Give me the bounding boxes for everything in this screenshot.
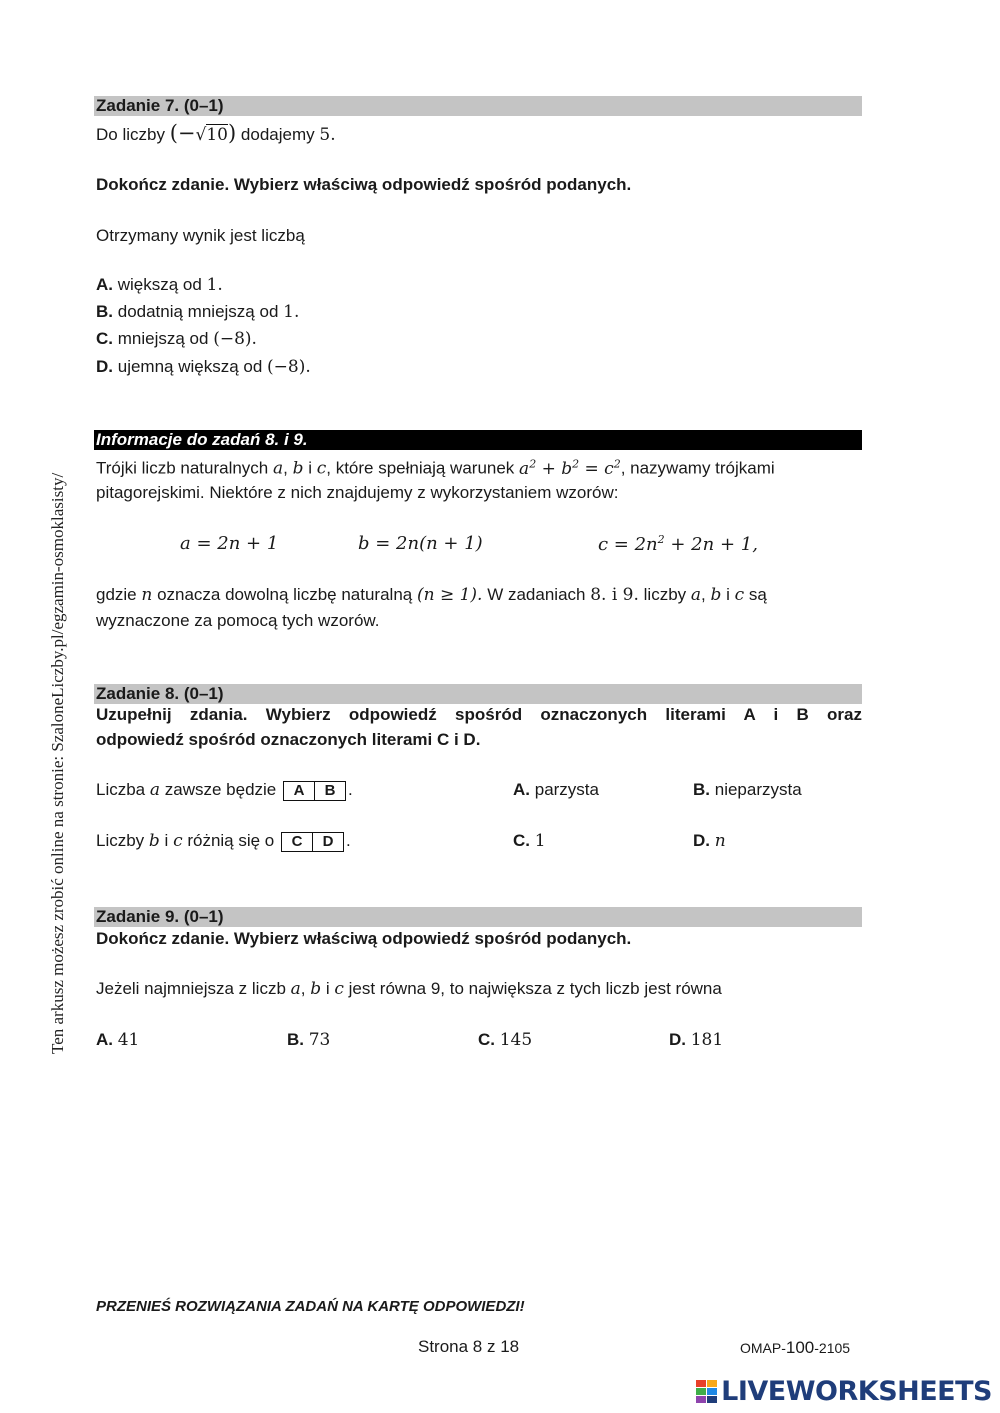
- task7-option-a[interactable]: A. większą od 1.: [96, 275, 223, 295]
- logo-text: LIVEWORKSHEETS: [721, 1376, 992, 1407]
- task8-header: Zadanie 8. (0–1): [94, 684, 862, 704]
- task7-instruction: Dokończ zdanie. Wybierz właściwą odpowiedź spośród podanych.: [96, 175, 632, 194]
- task7-option-b[interactable]: B. dodatnią mniejszą od 1.: [96, 302, 300, 322]
- info-header: Informacje do zadań 8. i 9.: [94, 430, 862, 450]
- task8-sentence-1: Liczba a zawsze będzie A B .: [96, 780, 353, 800]
- task7-option-c[interactable]: C. mniejszą od (−8).: [96, 329, 257, 349]
- info-paragraph-1-line2: pitagorejskimi. Niektóre z nich znajdujemy z wykorzystaniem wzorów:: [96, 483, 619, 502]
- task9-option-a[interactable]: A. 41: [96, 1030, 140, 1050]
- exam-code: OMAP-100-2105: [740, 1338, 851, 1357]
- logo-square-4: [707, 1388, 717, 1395]
- task8-instruction-line2: odpowiedź spośród oznaczonych literami C i D.: [96, 730, 481, 749]
- task8-option-c[interactable]: C. 1: [513, 831, 546, 851]
- task9-instruction: Dokończ zdanie. Wybierz właściwą odpowiedź spośród podanych.: [96, 929, 632, 948]
- logo-square-3: [696, 1388, 706, 1395]
- page-number: Strona 8 z 18: [418, 1337, 520, 1356]
- task9-option-d[interactable]: D. 181: [669, 1030, 724, 1050]
- logo-square-1: [696, 1380, 706, 1387]
- task8-sentence-2: Liczby b i c różnią się o C D .: [96, 831, 351, 851]
- info-paragraph-2-line2: wyznaczone za pomocą tych wzorów.: [96, 611, 380, 630]
- info-paragraph-2: gdzie n oznacza dowolną liczbę naturalną (n ≥ 1). W zadaniach 8. i 9. liczby a, b i c są: [96, 585, 767, 605]
- formula-a: a = 2n + 1: [180, 533, 279, 554]
- formula-c: $c = 2n^2 + 2n + 1$,: [598, 533, 758, 555]
- liveworksheets-logo: [696, 1376, 992, 1407]
- task7-stem: Otrzymany wynik jest liczbą: [96, 226, 305, 245]
- task7-intro: Do liczby (−√10) dodajemy 5.: [96, 121, 336, 145]
- transfer-note: PRZENIEŚ ROZWIĄZANIA ZADAŃ NA KARTĘ ODPOWIEDZI!: [96, 1298, 525, 1315]
- logo-square-2: [707, 1380, 717, 1387]
- answer-box-cd[interactable]: C D: [281, 832, 344, 852]
- task8-instruction-line1: Uzupełnij zdania. Wybierz odpowiedź spośród oznaczonych literami A i B oraz: [96, 705, 862, 724]
- task7-header: Zadanie 7. (0–1): [94, 96, 862, 116]
- sidebar-note: Ten arkusz możesz zrobić online na stronie: SzaloneLiczby.pl/egzamin-osmoklasisty/: [48, 472, 67, 1054]
- info-paragraph-1: Trójki liczb naturalnych a, b i c, które spełniają warunek $a^2 + b^2 = c^2$, nazywamy trójkami: [96, 457, 775, 479]
- task9-option-c[interactable]: C. 145: [478, 1030, 533, 1050]
- logo-mark-icon: [696, 1380, 717, 1403]
- task7-option-d[interactable]: D. ujemną większą od (−8).: [96, 357, 311, 377]
- task9-stem: Jeżeli najmniejsza z liczb a, b i c jest równa 9, to największa z tych liczb jest równa: [96, 979, 722, 999]
- task8-option-d[interactable]: D. n: [693, 831, 726, 851]
- task8-option-b[interactable]: B. nieparzysta: [693, 780, 802, 799]
- task9-option-b[interactable]: B. 73: [287, 1030, 331, 1050]
- logo-square-5: [696, 1396, 706, 1403]
- answer-box-ab[interactable]: A B: [283, 781, 346, 801]
- logo-square-6: [707, 1396, 717, 1403]
- formula-b: b = 2n(n + 1): [358, 533, 483, 554]
- task9-header: Zadanie 9. (0–1): [94, 907, 862, 927]
- task8-option-a[interactable]: A. parzysta: [513, 780, 599, 799]
